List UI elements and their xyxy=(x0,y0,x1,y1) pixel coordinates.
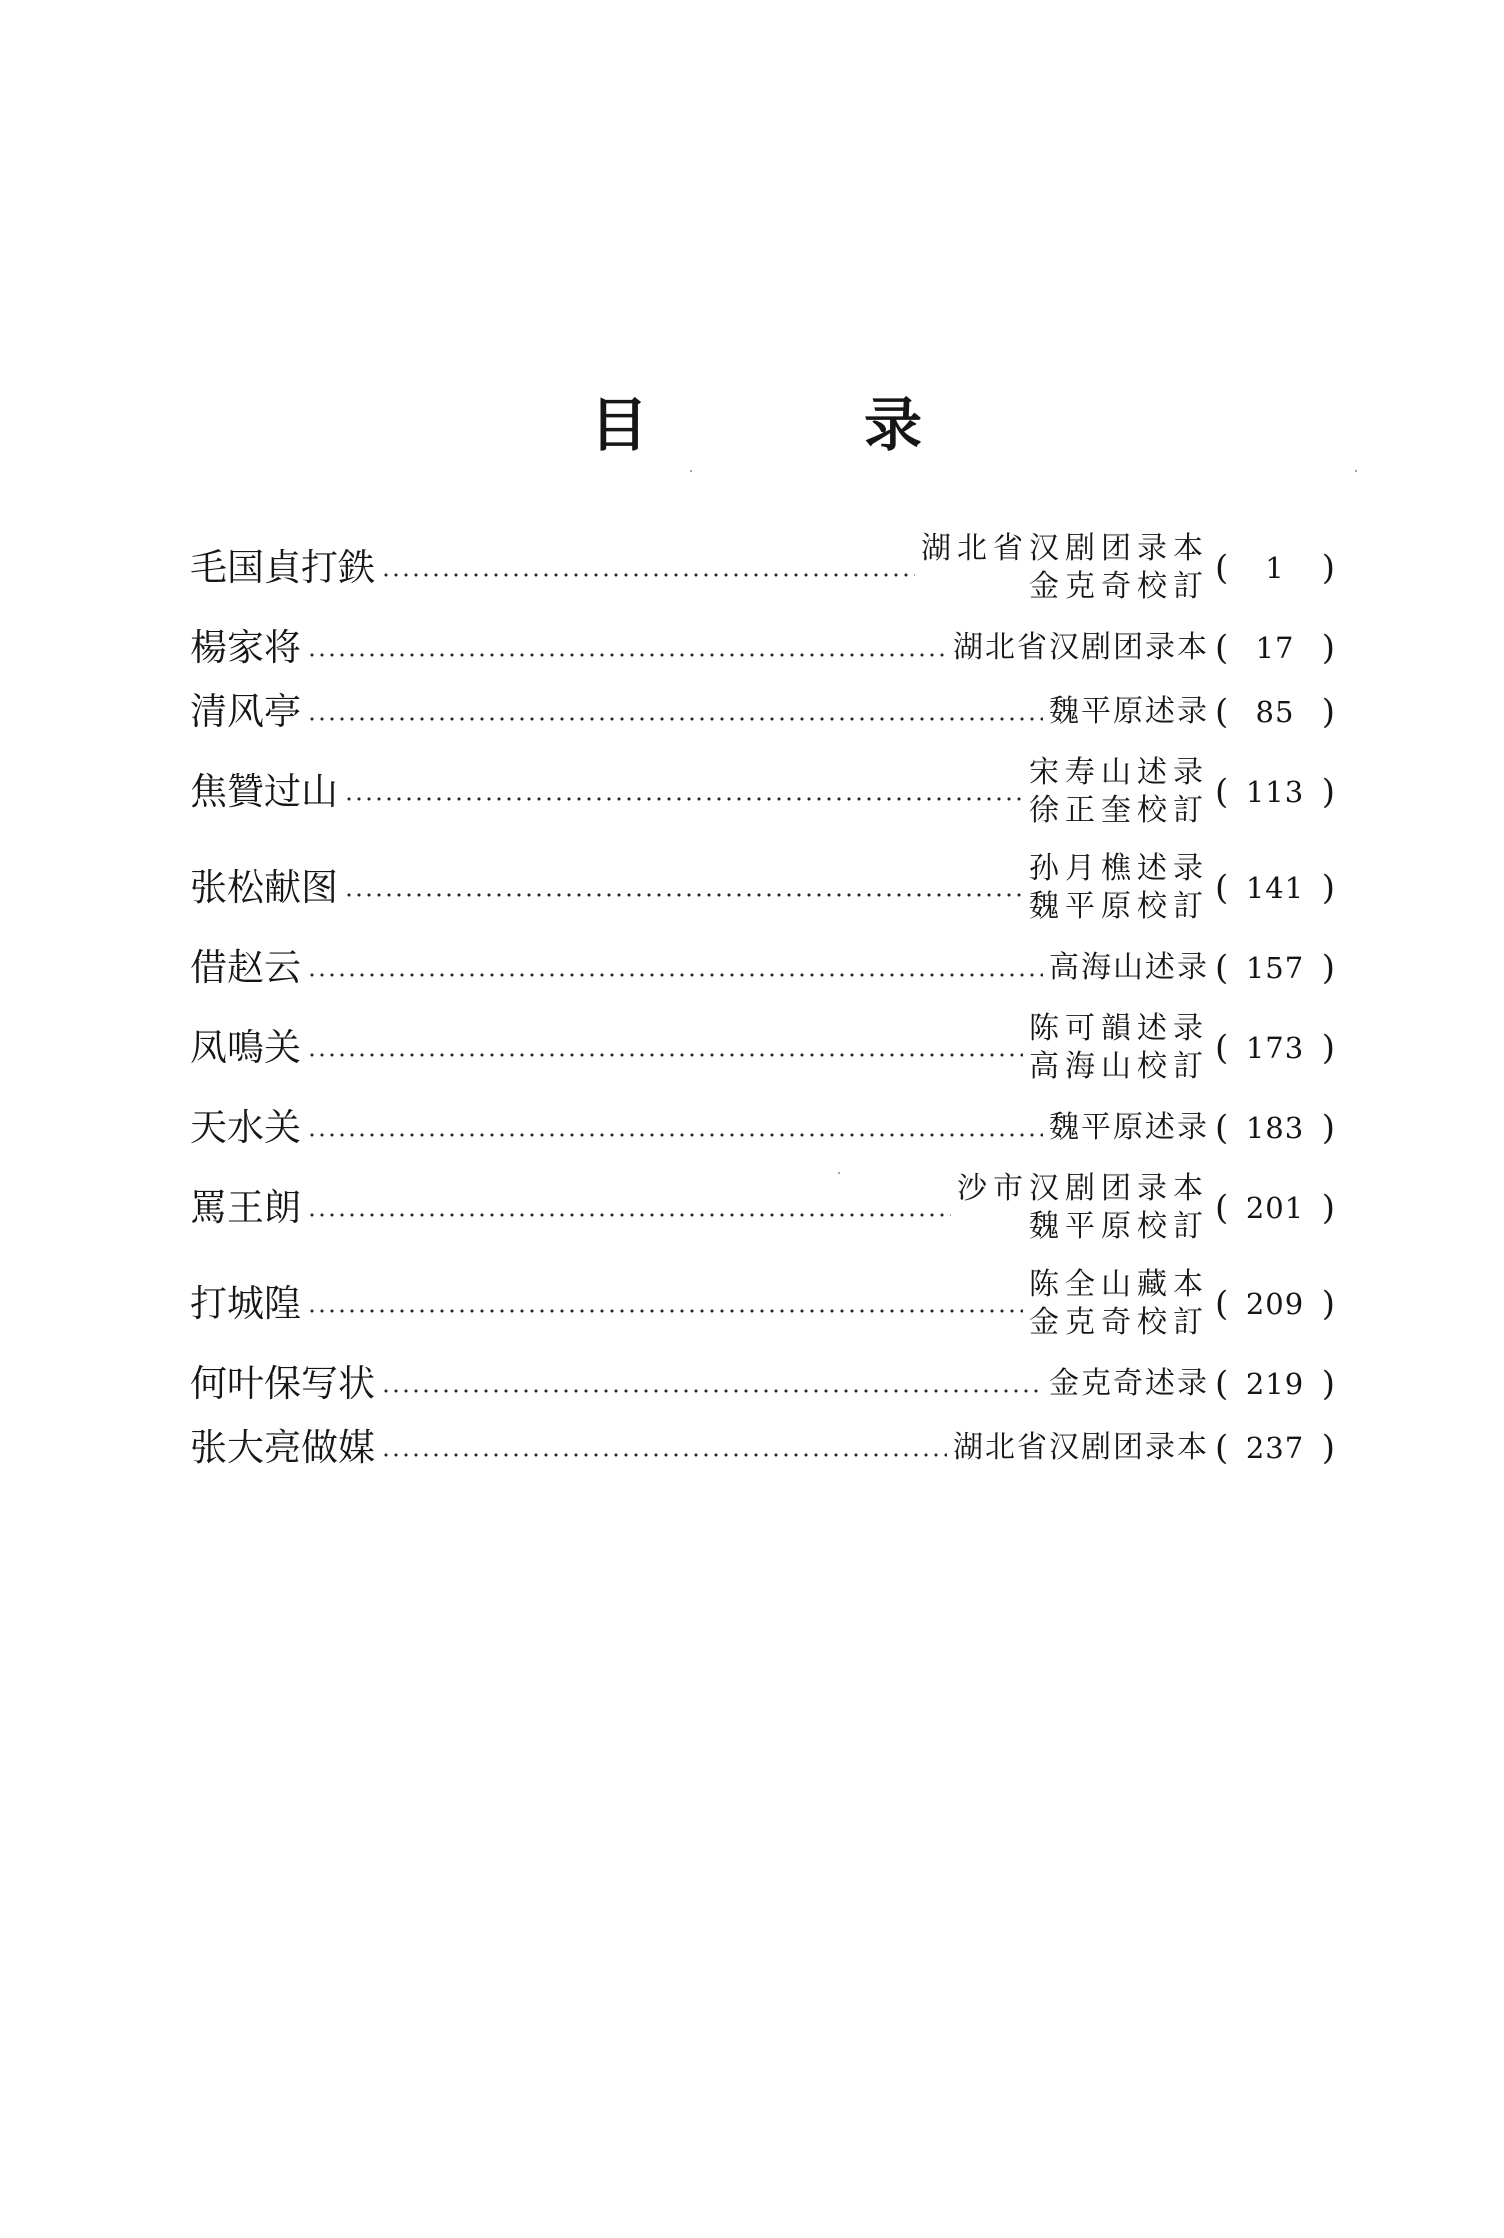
credit-line: 湖北省汉剧团录本 xyxy=(921,531,1209,566)
credit-line: 金克奇述录 xyxy=(1049,1366,1209,1401)
dot-leader xyxy=(344,797,1023,801)
paren-open: ( xyxy=(1215,1364,1229,1404)
table-of-contents xyxy=(190,520,1335,1480)
paren-close: ) xyxy=(1321,868,1335,908)
entry-title: 清风亭 xyxy=(190,690,301,733)
speck xyxy=(690,470,692,472)
page-reference xyxy=(1215,692,1335,732)
credit-line: 魏平原述录 xyxy=(1049,1110,1209,1145)
credit-line: 湖北省汉剧团录本 xyxy=(953,630,1209,665)
entry-credits xyxy=(1029,1266,1209,1342)
paren-close: ) xyxy=(1321,1284,1335,1324)
dot-leader xyxy=(307,653,947,657)
dot-leader xyxy=(307,1309,1023,1313)
paren-open: ( xyxy=(1215,1108,1229,1148)
dot-leader xyxy=(381,1389,1043,1393)
credit-line: 孙月樵述录 xyxy=(1029,851,1209,886)
page-title-char-2: 录 xyxy=(864,391,923,459)
credit-line: 魏平原校訂 xyxy=(1029,1209,1209,1244)
page-reference xyxy=(1215,868,1335,908)
entry-credits xyxy=(1029,850,1209,926)
toc-entry[interactable] xyxy=(190,1096,1335,1160)
page-reference xyxy=(1215,1108,1335,1148)
page-number: 183 xyxy=(1245,1111,1305,1145)
page-number: 85 xyxy=(1255,695,1295,729)
dot-leader xyxy=(307,1053,1023,1057)
entry-credits xyxy=(953,1429,1209,1467)
entry-title: 打城隍 xyxy=(190,1282,301,1325)
entry-credits xyxy=(1049,1109,1209,1147)
paren-close: ) xyxy=(1321,1108,1335,1148)
toc-entry[interactable] xyxy=(190,1352,1335,1416)
credit-line: 湖北省汉剧团录本 xyxy=(953,1430,1209,1465)
paren-close: ) xyxy=(1321,1364,1335,1404)
speck xyxy=(1355,470,1357,472)
entry-credits xyxy=(1029,1010,1209,1086)
page-reference xyxy=(1215,628,1335,668)
paren-close: ) xyxy=(1321,1188,1335,1228)
page-reference xyxy=(1215,1028,1335,1068)
entry-credits xyxy=(1049,949,1209,987)
page-reference xyxy=(1215,1428,1335,1468)
credit-line: 魏平原校訂 xyxy=(1029,889,1209,924)
paren-open: ( xyxy=(1215,948,1229,988)
entry-title: 借赵云 xyxy=(190,946,301,989)
toc-entry[interactable] xyxy=(190,1000,1335,1096)
paren-open: ( xyxy=(1215,548,1229,588)
page-number: 1 xyxy=(1265,551,1285,585)
entry-credits xyxy=(1049,1365,1209,1403)
paren-open: ( xyxy=(1215,1428,1229,1468)
entry-title: 焦贊过山 xyxy=(190,770,338,813)
entry-title: 楊家将 xyxy=(190,626,301,669)
dot-leader xyxy=(381,1453,947,1457)
entry-credits xyxy=(1049,693,1209,731)
page-reference xyxy=(1215,1188,1335,1228)
entry-credits xyxy=(921,530,1209,606)
paren-close: ) xyxy=(1321,948,1335,988)
page-number: 219 xyxy=(1245,1367,1305,1401)
credit-line: 高海山校訂 xyxy=(1029,1049,1209,1084)
toc-entry[interactable] xyxy=(190,936,1335,1000)
entry-title: 何叶保写状 xyxy=(190,1362,375,1405)
speck xyxy=(838,1172,840,1174)
toc-entry[interactable] xyxy=(190,616,1335,680)
credit-line: 陈可韻述录 xyxy=(1029,1011,1209,1046)
toc-entry[interactable] xyxy=(190,840,1335,936)
credit-line: 宋寿山述录 xyxy=(1029,755,1209,790)
toc-entry[interactable] xyxy=(190,1160,1335,1256)
toc-entry[interactable] xyxy=(190,1416,1335,1480)
credit-line: 金克奇校訂 xyxy=(1029,569,1209,604)
page-reference xyxy=(1215,948,1335,988)
credit-line: 陈全山藏本 xyxy=(1029,1267,1209,1302)
entry-title: 罵王朗 xyxy=(190,1186,301,1229)
page-reference xyxy=(1215,1284,1335,1324)
page-number: 237 xyxy=(1245,1431,1305,1465)
paren-open: ( xyxy=(1215,1188,1229,1228)
page-number: 141 xyxy=(1245,871,1305,905)
paren-close: ) xyxy=(1321,772,1335,812)
paren-close: ) xyxy=(1321,628,1335,668)
entry-title: 天水关 xyxy=(190,1106,301,1149)
page-number: 17 xyxy=(1255,631,1295,665)
page-number: 157 xyxy=(1245,951,1305,985)
entry-title: 毛国貞打鉄 xyxy=(190,546,375,589)
toc-entry[interactable] xyxy=(190,744,1335,840)
paren-close: ) xyxy=(1321,1428,1335,1468)
toc-entry[interactable] xyxy=(190,680,1335,744)
paren-open: ( xyxy=(1215,868,1229,908)
page-number: 209 xyxy=(1245,1287,1305,1321)
toc-entry[interactable] xyxy=(190,1256,1335,1352)
page-reference xyxy=(1215,1364,1335,1404)
entry-title: 凤鳴关 xyxy=(190,1026,301,1069)
credit-line: 徐正奎校訂 xyxy=(1029,793,1209,828)
entry-title: 张松献图 xyxy=(190,866,338,909)
paren-close: ) xyxy=(1321,692,1335,732)
entry-credits xyxy=(953,629,1209,667)
paren-open: ( xyxy=(1215,692,1229,732)
dot-leader xyxy=(307,973,1043,977)
page-title-char-1: 目 xyxy=(590,391,649,459)
credit-line: 魏平原述录 xyxy=(1049,694,1209,729)
dot-leader xyxy=(307,1213,951,1217)
entry-credits xyxy=(957,1170,1209,1246)
dot-leader xyxy=(307,1133,1043,1137)
paren-open: ( xyxy=(1215,772,1229,812)
paren-open: ( xyxy=(1215,628,1229,668)
page-reference xyxy=(1215,548,1335,588)
dot-leader xyxy=(344,893,1023,897)
page-number: 173 xyxy=(1245,1031,1305,1065)
dot-leader xyxy=(307,717,1043,721)
credit-line: 沙市汉剧团录本 xyxy=(957,1171,1209,1206)
dot-leader xyxy=(381,573,915,577)
paren-open: ( xyxy=(1215,1284,1229,1324)
page-number: 201 xyxy=(1245,1191,1305,1225)
paren-open: ( xyxy=(1215,1028,1229,1068)
entry-credits xyxy=(1029,754,1209,830)
paren-close: ) xyxy=(1321,548,1335,588)
page-title xyxy=(0,385,1504,465)
credit-line: 高海山述录 xyxy=(1049,950,1209,985)
credit-line: 金克奇校訂 xyxy=(1029,1305,1209,1340)
page-reference xyxy=(1215,772,1335,812)
toc-entry[interactable] xyxy=(190,520,1335,616)
paren-close: ) xyxy=(1321,1028,1335,1068)
page-number: 113 xyxy=(1245,775,1305,809)
entry-title: 张大亮做媒 xyxy=(190,1426,375,1469)
